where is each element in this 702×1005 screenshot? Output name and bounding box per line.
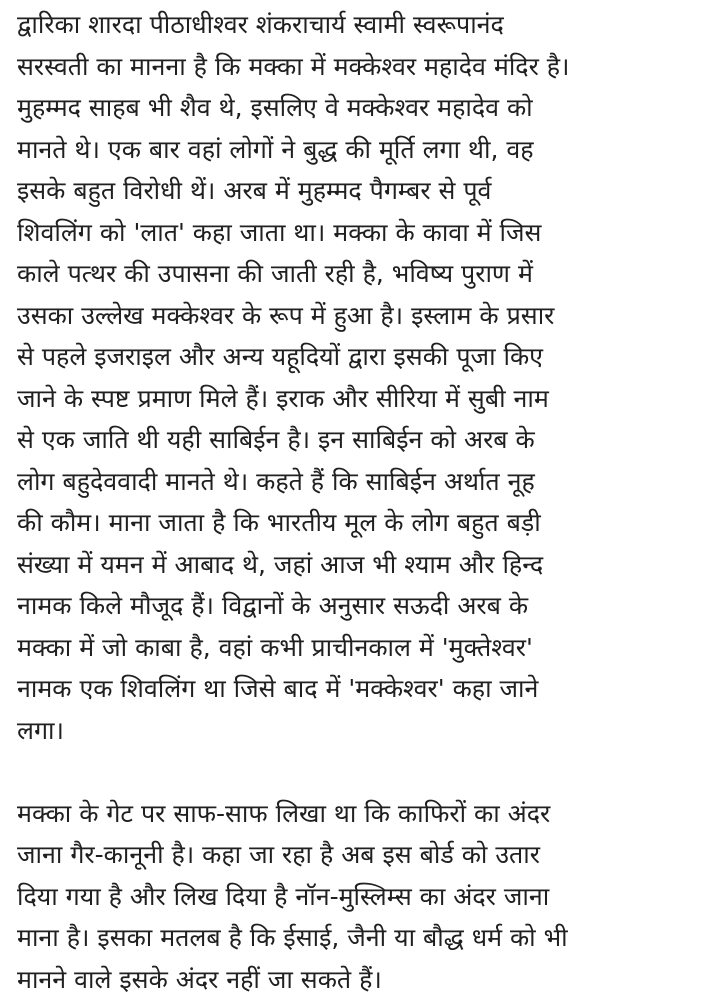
text-line: सरस्वती का मानना है कि मक्का में मक्केश्वर महादेव मंदिर है। — [17, 51, 570, 81]
paragraph-gap — [17, 751, 692, 793]
text-line: मानने वाले इसके अंदर नहीं जा सकते हैं। — [17, 964, 382, 994]
text-line: नामक किले मौजूद हैं। विद्वानों के अनुसार सऊदी अरब के — [17, 591, 529, 620]
text-line: से एक जाति थी यही साबिईन है। इन साबिईन को अरब के — [17, 425, 535, 454]
text-line: जाना गैर-कानूनी है। कहा जा रहा है अब इस बोर्ड को उतार — [17, 840, 540, 869]
text-line: द्वारिका शारदा पीठाधीश्वर शंकराचार्य स्वामी स्वरूपानंद — [17, 10, 504, 39]
text-line: संख्या में यमन में आबाद थे, जहां आज भी श्याम और हिन्द — [17, 549, 544, 579]
text-line: जाने के स्पष्ट प्रमाण मिले हैं। इराक और सीरिया में सुबी नाम — [17, 383, 549, 413]
text-line: मक्का के गेट पर साफ-साफ लिखा था कि काफिरों का अंदर — [17, 798, 551, 828]
text-line: से पहले इजराइल और अन्य यहूदियों द्वारा इसकी पूजा किए — [17, 342, 543, 371]
text-line: मानते थे। एक बार वहां लोगों ने बुद्ध की मूर्ति लगा थी, वह — [17, 134, 534, 164]
text-line: मक्का में जो काबा है, वहां कभी प्राचीनकाल में 'मुक्तेश्वर' — [17, 632, 533, 662]
paragraph-1 — [17, 4, 692, 751]
text-line: दिया गया है और लिख दिया है नॉन-मुस्लिम्स का अंदर जाना — [17, 881, 550, 911]
text-line: लोग बहुदेववादी मानते थे। कहते हैं कि साबिईन अर्थात नूह — [17, 466, 535, 496]
text-line: की कौम। माना जाता है कि भारतीय मूल के लोग बहुत बड़ी — [17, 508, 541, 537]
text-line: नामक एक शिवलिंग था जिसे बाद में 'मक्केश्वर' कहा जाने — [17, 674, 539, 703]
text-line: माना है। इसका मतलब है कि ईसाई, जैनी या बौद्ध धर्म को भी — [17, 923, 568, 952]
paragraph-2 — [17, 793, 692, 1001]
text-line: लगा। — [17, 715, 64, 745]
text-line: उसका उल्लेख मक्केश्वर के रूप में हुआ है। इस्लाम के प्रसार — [17, 300, 555, 330]
text-line: काले पत्थर की उपासना की जाती रही है, भविष्य पुराण में — [17, 259, 533, 288]
text-line: मुहम्मद साहब भी शैव थे, इसलिए वे मक्केश्वर महादेव को — [17, 93, 533, 122]
text-line: इसके बहुत विरोधी थें। अरब में मुहम्मद पैगम्बर से पूर्व — [17, 176, 492, 205]
text-line: शिवलिंग को 'लात' कहा जाता था। मक्का के कावा में जिस — [17, 217, 542, 247]
